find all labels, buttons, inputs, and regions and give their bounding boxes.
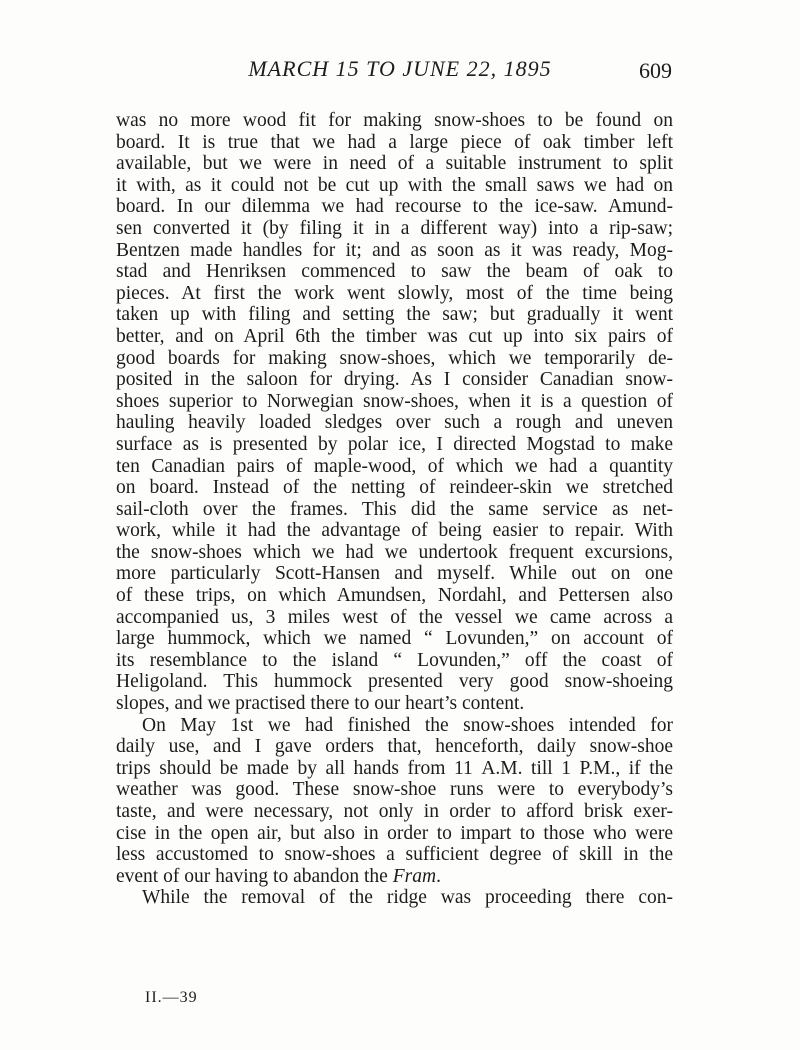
text-line: less accustomed to snow-shoes a sufficient degree of skill in the [116,844,673,866]
text-line: it with, as it could not be cut up with the small saws we had on [116,174,673,196]
signature-mark: II.—39 [145,989,198,1006]
text-line: stad and Henriksen commenced to saw the beam of oak to [116,261,673,283]
paragraph-1 [116,110,673,715]
text-run: , if the [615,757,674,779]
text-line: On May 1st we had finished the snow-shoes intended for [142,714,673,736]
time-pm: P.M. [579,757,616,779]
running-title: MARCH 15 TO JUNE 22, 1895 [248,56,552,81]
text-line: surface as is presented by polar ice, I directed Mogstad to make [116,433,673,455]
text-line [116,866,673,888]
text-line: more particularly Scott-Hansen and myself. While out on one [116,563,673,585]
text-line: slopes, and we practised there to our heart’s content. [116,693,525,715]
text-line: taste, and were necessary, not only in order to afford brisk exer- [116,801,673,822]
text-line: work, while it had the advantage of being easier to repair. With [116,520,673,542]
text-line: large hummock, which we named “ Lovunden,” on account of [116,628,673,650]
text-line: good boards for making snow-shoes, which we temporarily de- [116,347,673,369]
ship-name: Fram [392,865,437,887]
text-line: of these trips, on which Amundsen, Nordahl, and Pettersen also [116,585,673,607]
text-line: taken up with filing and setting the saw; but gradually it went [116,304,673,326]
text-line: sail-cloth over the frames. This did the same service as net- [116,498,673,520]
paragraph-3 [116,887,673,909]
text-line: pieces. At first the work went slowly, most of the time being [116,282,673,304]
text-line: was no more wood fit for making snow-shoes to be found on [116,110,673,131]
time-am: A.M. [481,757,523,779]
text-run: . [436,865,441,887]
text-line: Bentzen made handles for it; and as soon as it was ready, Mog- [116,239,673,261]
text-line: daily use, and I gave orders that, henceforth, daily snow-shoe [116,736,673,758]
text-line: the snow-shoes which we had we undertook frequent excursions, [116,541,673,563]
text-line: Heligoland. This hummock presented very good snow-shoeing [116,671,673,693]
text-line [116,758,673,780]
text-line: posited in the saloon for drying. As I consider Canadian snow- [116,369,673,391]
text-line: shoes superior to Norwegian snow-shoes, when it is a question of [116,390,673,412]
text-line: better, and on April 6th the timber was cut up into six pairs of [116,325,673,347]
text-line: hauling heavily loaded sledges over such a rough and uneven [116,412,673,434]
text-line: ten Canadian pairs of maple-wood, of which we had a quantity [116,455,673,477]
text-line: its resemblance to the island “ Lovunden,” off the coast of [116,649,673,671]
text-line: weather was good. These snow-shoe runs were to everybody’s [116,779,673,801]
text-run: till 1 [522,757,580,779]
text-line: While the removal of the ridge was proceeding there con- [142,887,673,909]
text-line: on board. Instead of the netting of reindeer-skin we stretched [116,477,673,499]
text-run: trips should be made by all hands from 11 [116,757,482,779]
text-line: board. In our dilemma we had recourse to the ice-saw. Amund- [116,196,673,218]
text-run: event of our having to abandon the [116,865,393,887]
text-line: available, but we were in need of a suitable instrument to split [116,153,673,175]
page-number: 609 [639,58,672,83]
text-line: cise in the open air, but also in order to impart to those who were [116,822,673,844]
body-text [116,110,673,909]
running-head [0,56,800,88]
text-line: accompanied us, 3 miles west of the vessel we came across a [116,606,673,628]
text-line: board. It is true that we had a large piece of oak timber left [116,131,673,153]
paragraph-2 [116,715,673,888]
text-line: sen converted it (by filing it in a different way) into a rip-saw; [116,217,673,239]
